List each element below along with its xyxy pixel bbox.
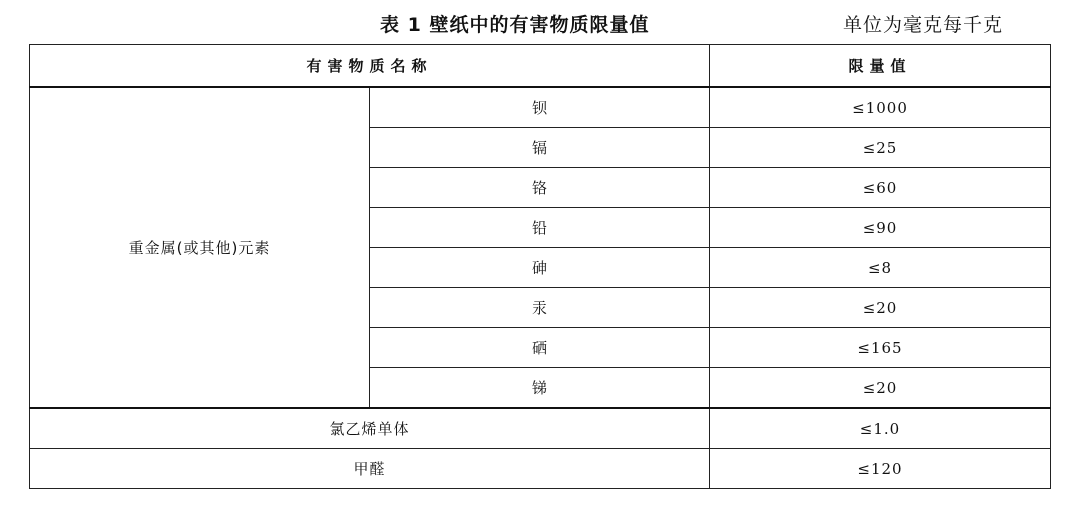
header-limit-value: 限量值 [710,45,1051,88]
element-name: 钡 [370,87,710,128]
harmful-substance-limits-table [29,44,1051,489]
limit-value: ≤20 [710,368,1051,409]
header-substance-name: 有害物质名称 [30,45,710,88]
limit-value: ≤8 [710,248,1051,288]
element-name: 汞 [370,288,710,328]
group-heavy-metals: 重金属(或其他)元素 [30,87,370,408]
limit-value: ≤60 [710,168,1051,208]
limit-value: ≤1.0 [710,408,1051,449]
table-row [30,408,1051,449]
element-name: 砷 [370,248,710,288]
substance-name: 甲醛 [30,449,710,489]
limit-value: ≤1000 [710,87,1051,128]
table-row [30,87,1051,128]
element-name: 铬 [370,168,710,208]
substance-name: 氯乙烯单体 [30,408,710,449]
table-caption [0,4,1080,40]
limit-value: ≤25 [710,128,1051,168]
element-name: 硒 [370,328,710,368]
element-name: 镉 [370,128,710,168]
limit-value: ≤165 [710,328,1051,368]
limit-value: ≤120 [710,449,1051,489]
unit-note: 单位为毫克每千克 [843,14,1004,36]
limit-value: ≤90 [710,208,1051,248]
element-name: 铅 [370,208,710,248]
element-name: 锑 [370,368,710,409]
header-row [30,45,1051,88]
limit-value: ≤20 [710,288,1051,328]
table-title: 表 1 壁纸中的有害物质限量值 [380,14,650,36]
table-row [30,449,1051,489]
